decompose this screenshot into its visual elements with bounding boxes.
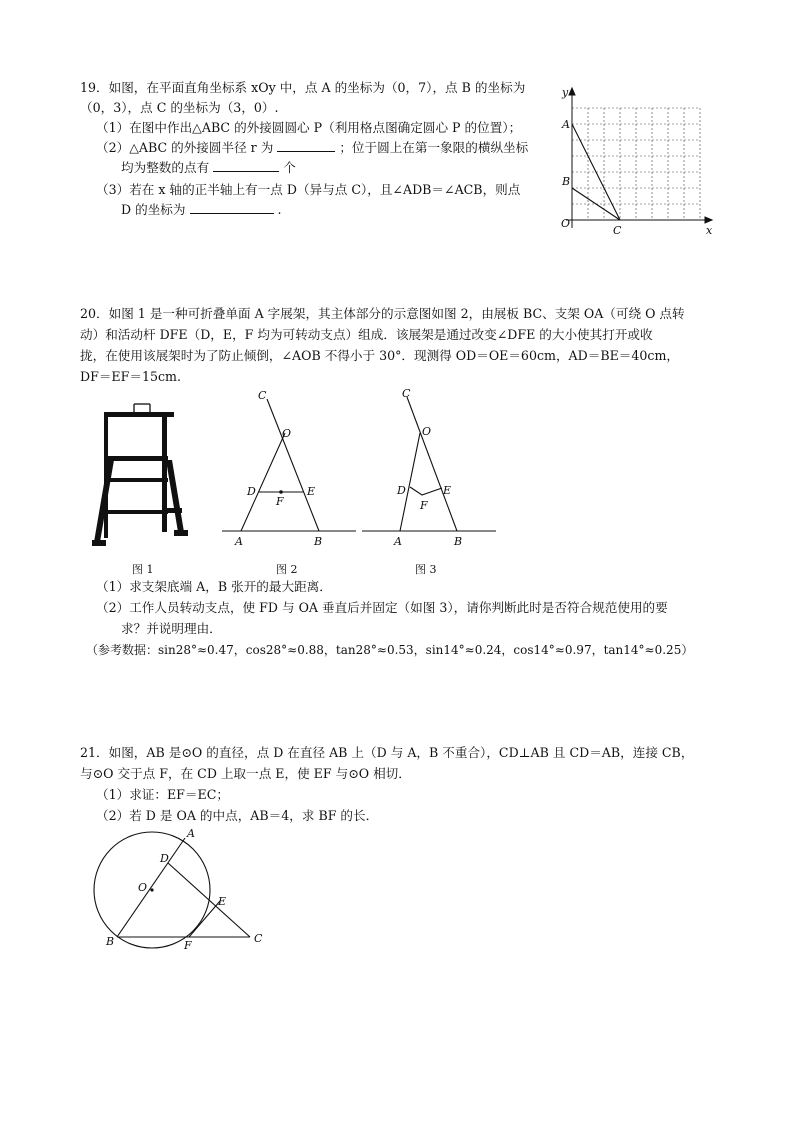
- figure-3-diagram: [362, 386, 498, 546]
- fig3-label-b: B: [454, 535, 463, 546]
- radius-answer-blank[interactable]: [277, 139, 335, 152]
- x-axis-label: x: [706, 224, 713, 236]
- q19-line-5: [121, 159, 296, 177]
- q19-part2-text-c: 均为整数的点有: [121, 160, 210, 175]
- q20-line-2: 动）和活动杆 DFE（D，E，F 均为可转动支点）组成．该展架是通过改变∠DFE 的大小使其打开或收: [80, 327, 653, 342]
- q19-part2-text-d: 个: [283, 160, 296, 175]
- fig2-label-a: A: [235, 535, 243, 546]
- q19-line-4: [96, 139, 528, 157]
- q21-label-o: O: [138, 881, 148, 894]
- q21-line-2: 与⊙O 交于点 F，在 CD 上取一点 E，使 EF 与⊙O 相切．: [80, 766, 411, 781]
- fig2-label-f: F: [276, 495, 284, 508]
- q21-label-b: B: [106, 935, 115, 948]
- fig2-label-c: C: [258, 389, 267, 402]
- fig3-label-o: O: [422, 425, 432, 438]
- figure-2-diagram: [222, 386, 358, 546]
- caption-figure-1: 图 1: [132, 563, 154, 576]
- fig3-label-a: A: [394, 535, 402, 546]
- q21-label-e: E: [218, 895, 227, 908]
- q21-line-1: 21．如图，AB 是⊙O 的直径，点 D 在直径 AB 上（D 与 A，B 不重合），CD⊥AB 且 CD＝AB，连接 CB，: [80, 745, 694, 760]
- q20-reference-data: （参考数据：sin28°≈0.47，cos28°≈0.88，tan28°≈0.53，sin14°≈0.24，cos14°≈0.97，tan14°≈0.25）: [86, 643, 694, 657]
- q20-line-3: 拢，在使用该展架时为了防止倾倒，∠AOB 不得小于 30°．现测得 OD＝OE＝60cm，AD＝BE＝40cm，: [80, 348, 679, 363]
- fig2-label-d: D: [247, 485, 256, 498]
- q19-part3-end: .: [277, 202, 282, 217]
- q19-grid-figure: [556, 84, 716, 236]
- caption-figure-3: 图 3: [415, 563, 437, 576]
- q20-line-4: DF＝EF＝15cm.: [80, 369, 181, 384]
- q21-label-f: F: [184, 939, 192, 951]
- q19-line-2: （0，3），点 C 的坐标为（3，0）.: [80, 100, 279, 115]
- origin-label: O: [561, 217, 571, 230]
- q20-line-1: 20．如图 1 是一种可折叠单面 A 字展架，其主体部分的示意图如图 2，由展板 BC、支架 OA（可绕 O 点转: [80, 306, 685, 321]
- q21-label-c: C: [254, 932, 263, 945]
- q19-part2-text: （2）△ABC 的外接圆半径 r 为: [96, 140, 274, 155]
- q19-line-7: [121, 201, 282, 219]
- q19-part3-text: D 的坐标为: [121, 202, 186, 217]
- fig2-label-b: B: [314, 535, 323, 546]
- q21-circle-figure: [90, 825, 280, 951]
- q19-line-6: （3）若在 x 轴的正半轴上有一点 D（异与点 C），且∠ADB＝∠ACB，则点: [96, 182, 521, 197]
- q21-question-2: （2）若 D 是 OA 的中点，AB＝4，求 BF 的长．: [96, 808, 379, 823]
- fig3-label-f: F: [420, 499, 428, 512]
- figure-1-a-frame-stand: [92, 400, 196, 550]
- fig3-label-e: E: [443, 484, 452, 497]
- q20-question-2-cont: 求？并说明理由．: [121, 621, 222, 636]
- q19-line-1: 19．如图，在平面直角坐标系 xOy 中，点 A 的坐标为（0，7），点 B 的坐标为: [80, 80, 526, 95]
- y-axis-label: y: [562, 86, 569, 99]
- point-a-label: A: [562, 118, 570, 131]
- fig2-label-o: O: [282, 427, 292, 440]
- q19-line-3: （1）在图中作出△ABC 的外接圆圆心 P（利用格点图确定圆心 P 的位置）；: [96, 120, 522, 135]
- fig3-label-d: D: [397, 484, 406, 497]
- fig2-label-e: E: [307, 485, 316, 498]
- q21-label-a: A: [187, 827, 195, 840]
- point-b-label: B: [562, 175, 571, 188]
- caption-figure-2: 图 2: [276, 563, 298, 576]
- coordinate-answer-blank[interactable]: [190, 201, 274, 214]
- q19-part2-text-b: ；位于圆上在第一象限的横纵坐标: [339, 140, 529, 155]
- q20-question-2: （2）工作人员转动支点，使 FD 与 OA 垂直后并固定（如图 3），请你判断此时是否符合规范使用的要: [96, 600, 668, 615]
- point-c-label: C: [613, 224, 622, 236]
- q21-label-d: D: [160, 852, 169, 865]
- fig3-label-c: C: [402, 387, 411, 400]
- q20-question-1: （1）求支架底端 A，B 张开的最大距离．: [96, 579, 332, 594]
- count-answer-blank[interactable]: [213, 159, 279, 172]
- q21-question-1: （1）求证：EF＝EC；: [96, 787, 229, 802]
